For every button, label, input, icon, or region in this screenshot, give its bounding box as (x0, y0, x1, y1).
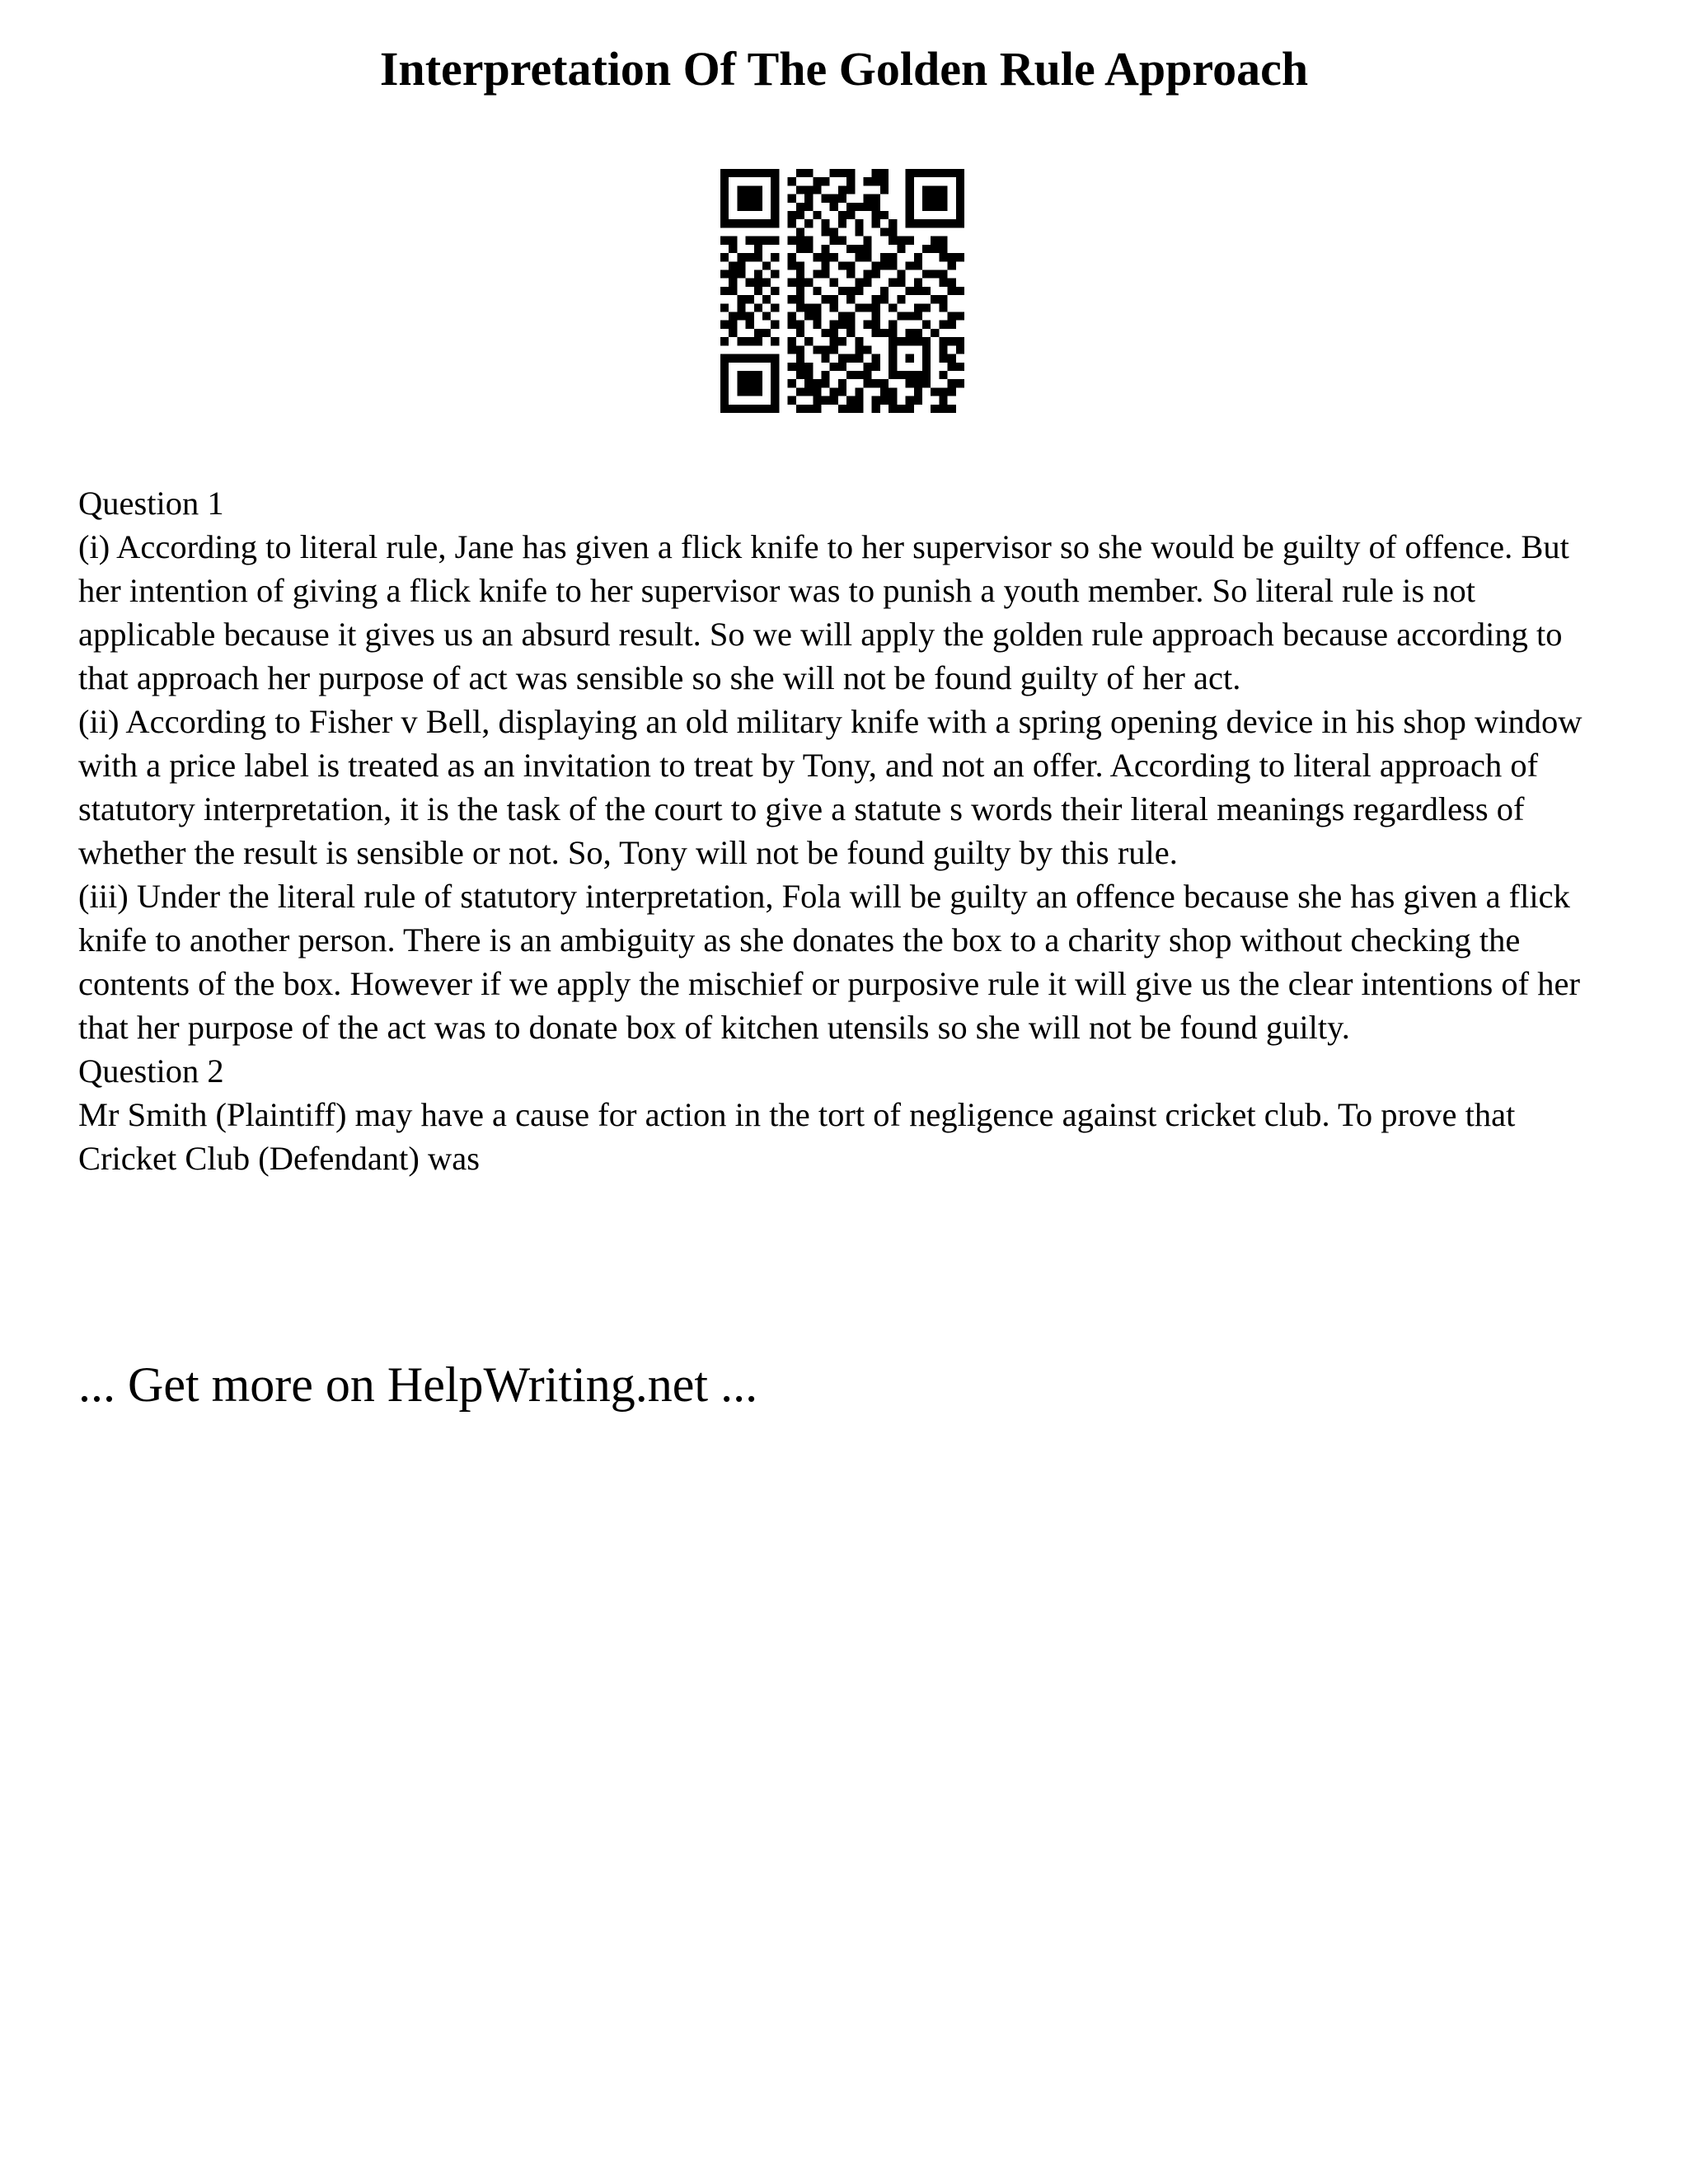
qr-code-icon (720, 169, 964, 413)
question-2-heading: Question 2 (78, 1052, 224, 1090)
answer-1-ii: (ii) According to Fisher v Bell, displaying an old military knife with a spring opening device in his shop window with a price label is treated as an invitation to treat by Tony, and not an offer. According to literal approach of statutory interpretation, it is the task of the court to give a statute s words their literal meanings regardless of whether the result is sensible or not. So, Tony will not be found guilty by this rule. (78, 703, 1582, 871)
answer-1-iii: (iii) Under the literal rule of statutory interpretation, Fola will be guilty an offence because she has given a flick knife to another person. There is an ambiguity as she donates the box to a charity shop without checking the contents of the box. However if we apply the mischief or purposive rule it will give us the clear intentions of her that her purpose of the act was to donate box of kitchen utensils so she will not be found guilty. (78, 878, 1581, 1046)
answer-1-i: (i) According to literal rule, Jane has given a flick knife to her supervisor so she would be guilty of offence. But her intention of giving a flick knife to her supervisor was to punish a youth member. So literal rule is not applicable because it gives us an absurd result. So we will apply the golden rule approach because according to that approach her purpose of act was sensible so she will not be found guilty of her act. (78, 528, 1569, 696)
question-1-heading: Question 1 (78, 485, 224, 522)
document-body (78, 481, 1620, 1180)
answer-2: Mr Smith (Plaintiff) may have a cause for action in the tort of negligence against cricket club. To prove that Cricket Club (Defendant) was (78, 1096, 1516, 1177)
document-title: Interpretation Of The Golden Rule Approach (379, 42, 1309, 96)
get-more-link[interactable]: ... Get more on HelpWriting.net ... (78, 1357, 758, 1412)
